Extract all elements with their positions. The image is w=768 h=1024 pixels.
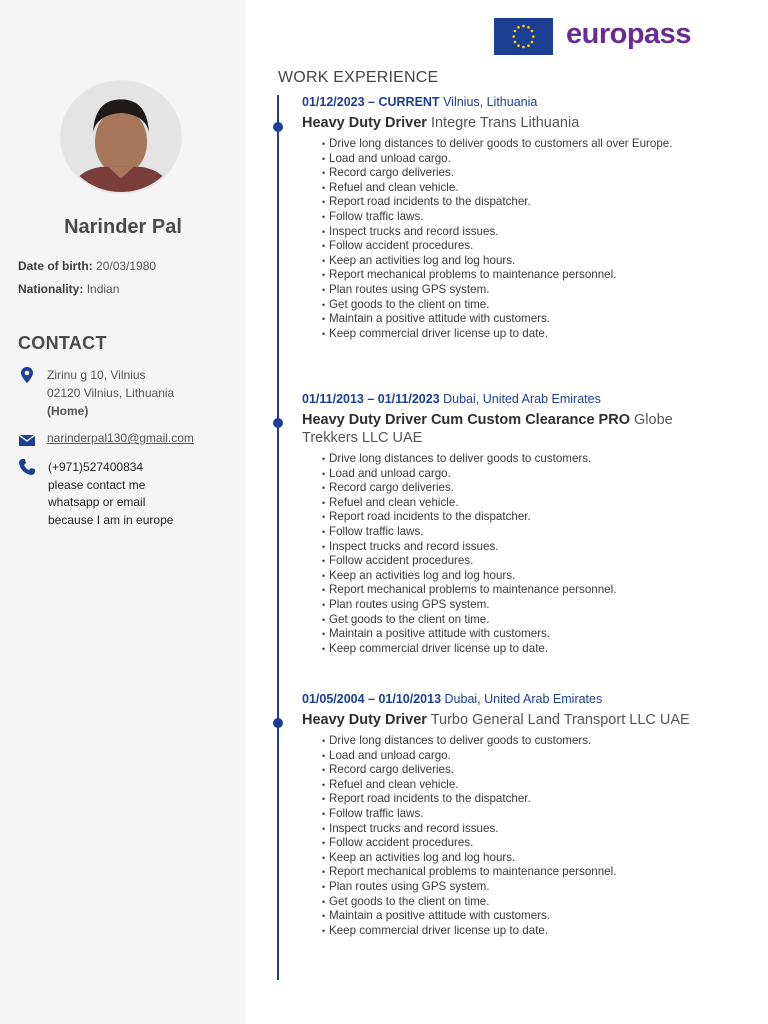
job-duties-list — [302, 734, 722, 938]
job-duty-item: • Follow accident procedures. — [322, 554, 722, 569]
job-duty-item: • Get goods to the client on time. — [322, 613, 722, 628]
timeline-line — [277, 95, 279, 980]
timeline-dot — [273, 418, 283, 428]
job-entry — [302, 692, 722, 938]
contact-note-3: because I am in europe — [48, 512, 174, 527]
job-location: Vilnius, Lithuania — [443, 95, 538, 109]
job-duty-item: • Drive long distances to deliver goods to customers all over Europe. — [322, 137, 722, 152]
job-duty-item: • Plan routes using GPS system. — [322, 880, 722, 895]
job-duty-item: • Inspect trucks and record issues. — [322, 822, 722, 837]
job-duty-item: • Keep an activities log and log hours. — [322, 569, 722, 584]
job-employer: Turbo General Land Transport LLC UAE — [430, 712, 690, 728]
job-duty-item: • Load and unload cargo. — [322, 152, 722, 167]
address-block — [47, 366, 174, 420]
job-employer: Integre Trans Lithuania — [430, 115, 580, 131]
address-type: (Home) — [47, 404, 89, 418]
job-duty-item: • Follow traffic laws. — [322, 525, 722, 540]
job-duty-item: • Get goods to the client on time. — [322, 298, 722, 313]
portrait-photo — [62, 82, 180, 192]
job-title — [302, 411, 722, 447]
contact-note-1: please contact me — [48, 477, 146, 492]
phone-icon — [18, 458, 36, 476]
dob-label: Date of birth: — [18, 259, 93, 273]
job-date-location — [302, 692, 722, 706]
job-duty-item: • Drive long distances to deliver goods to customers. — [322, 452, 722, 467]
job-location: Dubai, United Arab Emirates — [444, 692, 603, 706]
job-duty-item: • Keep an activities log and log hours. — [322, 254, 722, 269]
job-duty-item: • Record cargo deliveries. — [322, 481, 722, 496]
job-date: 01/12/2023 – CURRENT — [302, 95, 440, 109]
person-name: Narinder Pal — [64, 216, 182, 238]
job-duty-item: • Maintain a positive attitude with customers. — [322, 312, 722, 327]
eu-flag-icon — [494, 18, 553, 55]
job-duty-item: • Follow accident procedures. — [322, 836, 722, 851]
job-role: Heavy Duty Driver — [302, 712, 427, 728]
job-date-location — [302, 392, 722, 406]
job-title — [302, 114, 722, 132]
job-duty-item: • Keep commercial driver license up to date. — [322, 327, 722, 342]
job-date: 01/05/2004 – 01/10/2013 — [302, 692, 442, 706]
job-duty-item: • Refuel and clean vehicle. — [322, 778, 722, 793]
address-line-2: 02120 Vilnius, Lithuania — [47, 386, 175, 400]
email-link[interactable]: narinderpal130@gmail.com — [47, 431, 194, 445]
job-duty-item: • Keep an activities log and log hours. — [322, 851, 722, 866]
job-duty-item: • Follow traffic laws. — [322, 807, 722, 822]
job-duty-item: • Get goods to the client on time. — [322, 895, 722, 910]
job-duty-item: • Load and unload cargo. — [322, 749, 722, 764]
timeline-dot — [273, 122, 283, 132]
job-title — [302, 711, 722, 729]
job-entry — [302, 392, 722, 656]
job-duty-item: • Load and unload cargo. — [322, 467, 722, 482]
job-duty-item: • Follow accident procedures. — [322, 239, 722, 254]
work-experience-heading: WORK EXPERIENCE — [278, 69, 439, 86]
job-duty-item: • Inspect trucks and record issues. — [322, 540, 722, 555]
sidebar — [0, 0, 246, 1024]
job-duty-item: • Report road incidents to the dispatcher. — [322, 792, 722, 807]
job-duty-item: • Report mechanical problems to maintenance personnel. — [322, 865, 722, 880]
job-duty-item: • Keep commercial driver license up to date. — [322, 924, 722, 939]
job-duty-item: • Keep commercial driver license up to date. — [322, 642, 722, 657]
job-location: Dubai, United Arab Emirates — [443, 392, 601, 406]
address-line-1: Zirinu g 10, Vilnius — [47, 368, 146, 382]
date-of-birth — [18, 259, 156, 273]
job-duty-item: • Maintain a positive attitude with customers. — [322, 909, 722, 924]
dob-value: 20/03/1980 — [96, 259, 157, 273]
job-role: Heavy Duty Driver — [302, 115, 427, 131]
job-duty-item: • Plan routes using GPS system. — [322, 598, 722, 613]
job-date-location — [302, 95, 722, 109]
job-duty-item: • Report road incidents to the dispatcher. — [322, 510, 722, 525]
job-employer: Globe Trekkers LLC UAE — [302, 412, 673, 446]
job-role: Heavy Duty Driver Cum Custom Clearance PRO — [302, 412, 630, 428]
job-duty-item: • Report mechanical problems to maintenance personnel. — [322, 268, 722, 283]
job-duty-item: • Record cargo deliveries. — [322, 763, 722, 778]
job-duty-item: • Refuel and clean vehicle. — [322, 181, 722, 196]
phone-block — [48, 459, 173, 529]
job-duty-item: • Plan routes using GPS system. — [322, 283, 722, 298]
job-duties-list — [302, 137, 722, 341]
job-duty-item: • Report mechanical problems to maintenance personnel. — [322, 583, 722, 598]
nationality — [18, 282, 119, 296]
job-duty-item: • Drive long distances to deliver goods to customers. — [322, 734, 722, 749]
job-duty-item: • Maintain a positive attitude with customers. — [322, 627, 722, 642]
contact-note-2: whatsapp or email — [48, 495, 146, 509]
job-duty-item: • Report road incidents to the dispatcher. — [322, 195, 722, 210]
europass-logo — [494, 18, 704, 56]
nationality-label: Nationality: — [18, 282, 84, 296]
location-pin-icon — [18, 366, 36, 384]
avatar — [60, 80, 182, 194]
email-icon — [18, 431, 36, 449]
phone-number[interactable]: (+971)527400834 — [48, 460, 144, 474]
job-date: 01/11/2013 – 01/11/2023 — [302, 392, 440, 406]
job-duties-list — [302, 452, 722, 656]
contact-heading: CONTACT — [18, 333, 107, 353]
nationality-value: Indian — [86, 282, 120, 296]
europass-wordmark: europass — [566, 18, 691, 50]
job-duty-item: • Inspect trucks and record issues. — [322, 225, 722, 240]
job-duty-item: • Record cargo deliveries. — [322, 166, 722, 181]
job-entry — [302, 95, 722, 341]
job-duty-item: • Refuel and clean vehicle. — [322, 496, 722, 511]
job-duty-item: • Follow traffic laws. — [322, 210, 722, 225]
timeline-dot — [273, 718, 283, 728]
